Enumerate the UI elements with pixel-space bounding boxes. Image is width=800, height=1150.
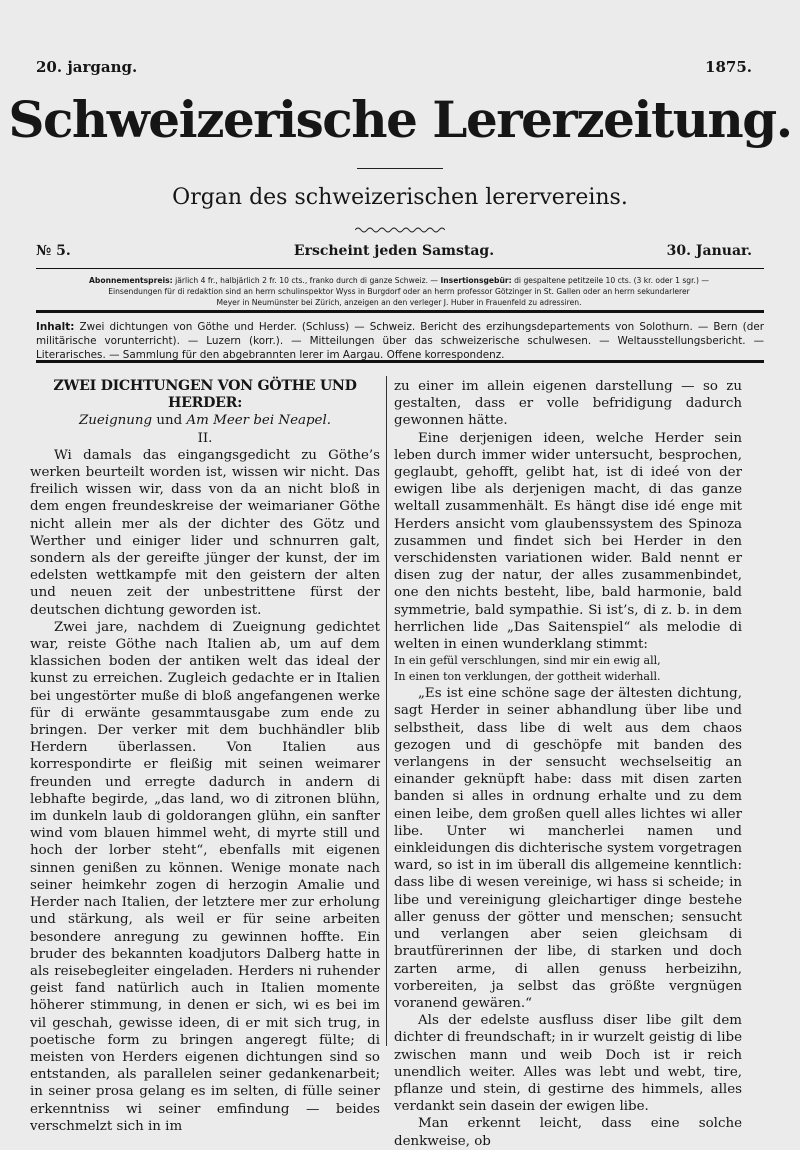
- right-column: [394, 378, 742, 1150]
- subscription-price-label: Abonnementspreis:: [89, 276, 173, 285]
- subtitle-work-2: Am Meer bei Neapel.: [186, 413, 332, 429]
- left-paragraph-1: Wi damals das eingangsgedicht zu Göthe’s werken beurteilt worden ist, wissen wir nicht. Das freilich wissen wir, dass von da an nicht bloß in dem engen freundeskreise der weimarianer Göthe nicht allein mer als der dichter des Götz und Werther und einiger lider und schnurren galt, sondern als der gereifte jünger der kunst, der im edelsten wettkampfe mit den geistern der alten und neuen zeit der unbestrittene fürst der deutschen dichtung geworden ist.: [30, 447, 380, 618]
- contents-text: Zwei dichtungen von Göthe und Herder. (Schluss) — Schweiz. Bericht des erzihungsdepartements von Solothurn. — Bern (der militärische vorunterricht). — Luzern (korr.). — Mitteilungen über das schweizerische schulwesen. — Weltausstellungsbericht. — Literarisches. — Sammlung für den abgebrannten lerer im Aargau. Offene korrespondenz.: [36, 321, 764, 361]
- insertion-fee-label: Insertionsgebür:: [440, 276, 512, 285]
- subscription-info: [38, 275, 760, 308]
- rule-below-contents: [36, 360, 764, 363]
- ornament-wave: [355, 226, 445, 234]
- rule-above-subscription: [36, 268, 764, 269]
- title-divider: [357, 168, 443, 169]
- subtitle-and: und: [156, 413, 183, 429]
- publication-schedule: Erscheint jeden Samstag.: [293, 243, 495, 259]
- poem-line-1: In ein gefül verschlungen, sind mir ein ewig all,: [394, 654, 661, 668]
- right-paragraph-intro: zu einer im allein eigenen darstellung — so zu gestalten, dass er volle befridigung dadurch gewonnen hätte.: [394, 379, 742, 429]
- newspaper-title: Schweizerische Lererzeitung.: [8, 90, 792, 149]
- contents-label: Inhalt:: [36, 321, 75, 333]
- right-paragraph-4: Als der edelste ausfluss diser libe gilt dem dichter di freundschaft; in ir wurzelt geistig di libe zwischen mann und weib Doch ist ir reich unendlich weiter. Alles was lebt und webt, tire, pflanze und stein, di gestirne des himmels, alles verdankt sein dasein der ewigen libe.: [394, 1013, 742, 1115]
- left-column: [30, 378, 380, 1135]
- subscription-price-text: järlich 4 fr., halbjärlich 2 fr. 10 cts., franko durch di ganze Schweiz. —: [175, 276, 439, 285]
- poem-line-2: In einen ton verklungen, der gottheit widerhall.: [394, 670, 661, 684]
- issue-number: № 5.: [36, 243, 71, 259]
- poem-quote: [394, 653, 742, 685]
- article-title: ZWEI DICHTUNGEN VON GÖTHE UND HERDER:: [53, 378, 357, 412]
- article-subtitle: [30, 412, 380, 429]
- table-of-contents: [36, 320, 764, 362]
- right-paragraph-2: Eine derjenigen ideen, welche Herder sein leben durch immer wider untersucht, besprochen, geglaubt, gehofft, gelibt hat, ist di ideé von der ewigen libe als derjenigen macht, di das ganze weltall zusammenhält. Es hängt dise idé enge mit Herders ansicht vom glaubenssystem des Spinoza zusammen und findet sich bei Herder in den verschidensten variationen wider. Bald nennt er disen zug der natur, der alles zusammenbindet, one den nichts besteht, libe, bald harmonie, bald symmetrie, bald sympathie. Si ist’s, di z. b. in dem herrlichen lide „Das Saitenspiel“ als melodie di welten in einen wunderklang stimmt:: [394, 430, 742, 653]
- insertion-fee-text: di gespaltene petitzeile 10 cts. (3 kr. oder 1 sgr.) —: [514, 276, 709, 285]
- year-label: 1875.: [705, 58, 752, 76]
- column-divider: [386, 376, 387, 1046]
- right-paragraph-3: „Es ist eine schöne sage der ältesten dichtung, sagt Herder in seiner abhandlung über libe und selbstheit, dass libe di welt aus dem chaos gezogen und di geschöpfe mit banden des verlangens in der sensucht wechselseitig an einander geknüpft habe: dass mit disen zarten banden si alles in ordnung erhalte und zu dem einen leibe, dem großen quell alles lichtes wi aller libe. Unter wi mancherlei namen und einkleidungen dis dichterische system vorgetragen ward, so ist in im überall dis allgemeine kenntlich: dass libe di wesen vereinige, wi hass si scheide; in libe und vereinigung gleichartiger dinge bestehe aller genuss der götter und menschen; sensucht und verlangen aber seien gleichsam di brautfürerinnen der libe, di starken und doch zarten arme, di allen genuss herbeizihn, vorbereiten, ja selbst das größte vergnügen voranend gewären.“: [394, 686, 742, 1011]
- masthead-top-row: [36, 58, 752, 76]
- right-paragraph-5: Man erkennt leicht, dass eine solche denkweise, ob: [394, 1116, 742, 1149]
- rule-above-contents: [36, 310, 764, 313]
- subscription-line-2: Einsendungen für di redaktion sind an herrn schulinspektor Wyss in Burgdorf oder an herrn professor Götzinger in St. Gallen oder an herrn sekundarlerer: [108, 287, 690, 296]
- left-paragraph-2: Zwei jare, nachdem di Zueignung gedichtet war, reiste Göthe nach Italien ab, um auf dem klassichen boden der antiken welt das ideal der kunst zu erreichen. Zugleich gedachte er in Italien bei ungestörter muße di bloß angefangenen werke für di erwänte gesammtausgabe zum ende zu bringen. Der verker mit dem buchhändler blib Herdern überlassen. Von Italien aus korrespondirte er fleißig mit seinen weimarer freunden und erregte dadurch in andern di lebhafte begirde, „das land, wo di zitronen blühn, im dunkeln laub di goldorangen glühn, ein sanfter wind vom blauen himmel weht, di myrte still und hoch der lorber steht“, ebenfalls mit eigenen sinnen genißen zu können. Wenige monate nach seiner heimkehr zogen di herzogin Amalie und Herder nach Italien, der letztere mer zur erholung und stärkung, als weil er für seine arbeiten besondere anregung zu gewinnen hoffte. Ein bruder des bekannten koadjutors Dalberg hatte in als reisebegleiter eingeladen. Herders ni ruhender geist fand natürlich auch in Italien momente höherer stimmung, in denen er sich, wi es bei im vil geschah, gewisse ideen, di er mit sich trug, in poetische form zu bringen angeregt fülte; di meisten von Herders eigenen dichtungen sind so entstanden, als parallelen seiner gedankenarbeit; in seiner prosa gelang es im selten, di fülle seiner erkenntniss wi seiner emfindung — beides verschmelzt sich in im: [30, 619, 380, 1134]
- subtitle-work-1: Zueignung: [78, 413, 153, 429]
- newspaper-subtitle: Organ des schweizerischen lerervereins.: [172, 185, 628, 210]
- subscription-line-1: [38, 275, 760, 286]
- volume-label: 20. jargang.: [36, 58, 138, 76]
- section-number: II.: [197, 430, 213, 446]
- subscription-line-3: Meyer in Neumünster bei Zürich, anzeigen an den verleger J. Huber in Frauenfeld zu adressiren.: [216, 298, 582, 307]
- issue-date: 30. Januar.: [666, 243, 752, 259]
- issue-row: [36, 243, 752, 259]
